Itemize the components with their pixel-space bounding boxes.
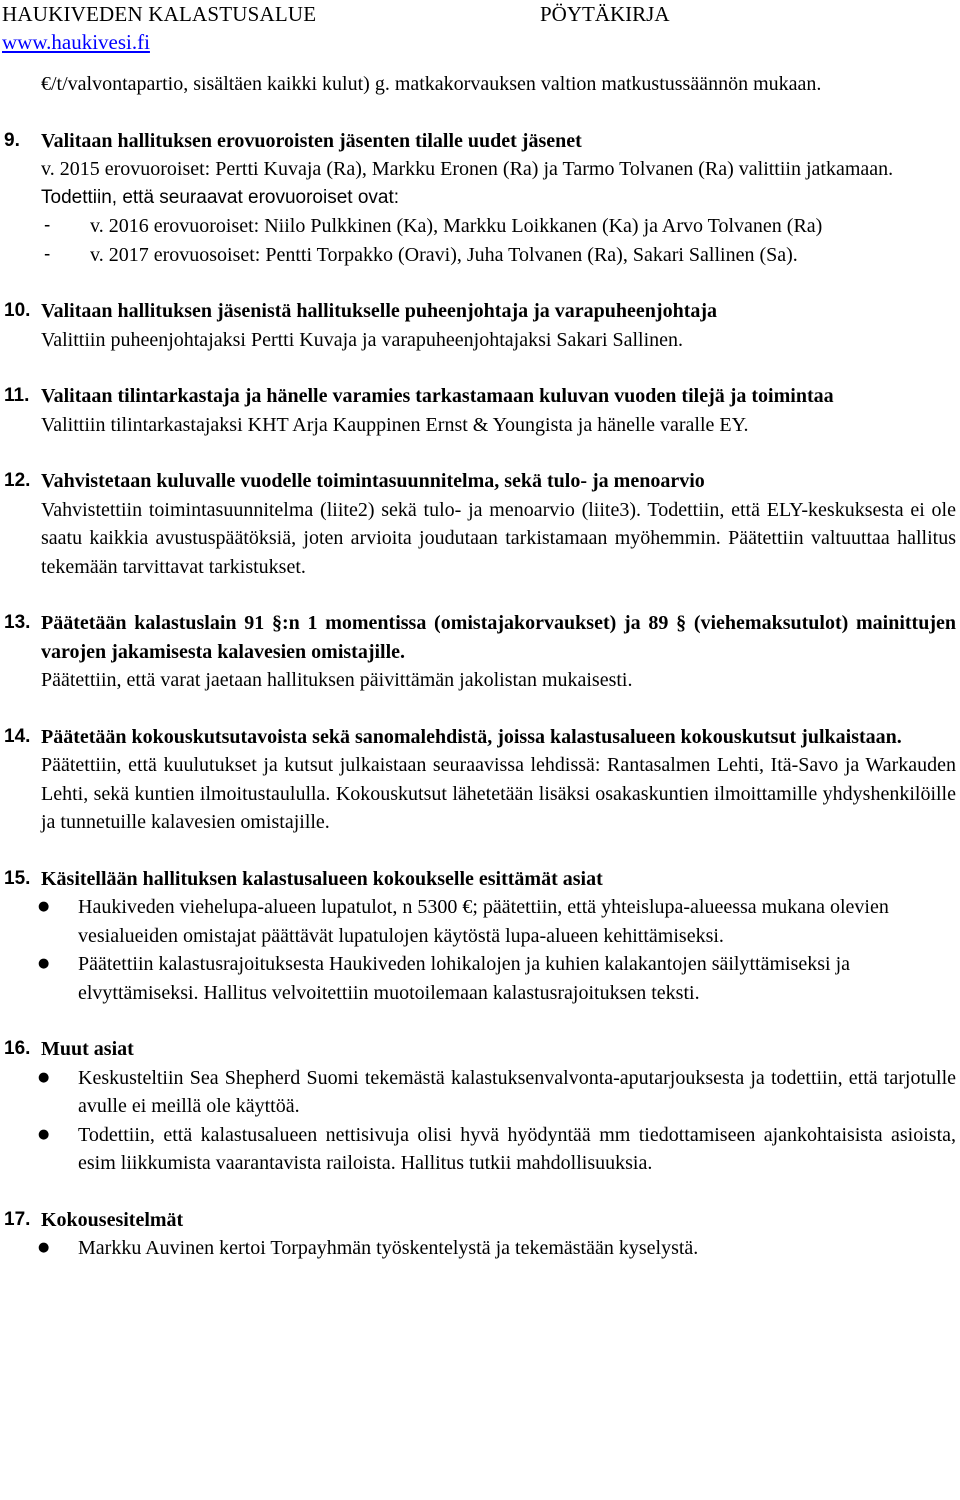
section-number: 10. xyxy=(4,300,31,321)
section-number: 14. xyxy=(4,725,31,747)
list-item-text: v. 2017 erovuosoiset: Pentti Torpakko (Oravi), Juha Tolvanen (Ra), Sakari Sallinen (Sa). xyxy=(90,243,798,266)
section-heading xyxy=(0,1035,960,1064)
dash-marker: - xyxy=(44,215,51,236)
section-number: 13. xyxy=(4,612,31,633)
section-number: 16. xyxy=(4,1038,31,1059)
section-text: Todettiin, että seuraavat erovuoroiset ovat: xyxy=(41,186,400,208)
section-title: Muut asiat xyxy=(41,1038,134,1060)
dash-marker: - xyxy=(44,243,51,265)
page-header xyxy=(0,0,960,56)
document-type: PÖYTÄKIRJA xyxy=(540,2,670,26)
list-item xyxy=(0,1064,960,1121)
section-heading xyxy=(0,865,960,894)
section-heading xyxy=(0,723,960,752)
section-11 xyxy=(0,382,960,439)
section-heading xyxy=(0,1206,960,1235)
section-number: 17. xyxy=(4,1208,31,1230)
section-heading xyxy=(0,297,960,326)
organization-name: HAUKIVEDEN KALASTUSALUE xyxy=(2,2,317,26)
list-item xyxy=(0,893,960,950)
section-text: Vahvistettiin toimintasuunnitelma (liite2) sekä tulo- ja menoarvio (liite3). Todettiin, että ELY-keskuksesta ei ole saatu kaikkia avustuspäätöksiä, joten arvioita joudutaan tarkistamaan myöhemmin. Päätettiin valtuuttaa hallitus tekemään tarvittavat tarkistukset. xyxy=(41,498,956,578)
section-number: 11. xyxy=(4,385,30,406)
section-17 xyxy=(0,1206,960,1263)
section-10 xyxy=(0,297,960,354)
section-title: Valitaan hallituksen jäsenistä hallitukselle puheenjohtaja ja varapuheenjohtaja xyxy=(41,300,718,322)
bullet-icon: ● xyxy=(38,956,50,971)
section-9 xyxy=(0,127,960,270)
list-item xyxy=(0,1234,960,1263)
bullet-icon: ● xyxy=(38,1126,50,1142)
section-title: Käsitellään hallituksen kalastusalueen kokoukselle esittämät asiat xyxy=(41,867,603,890)
bullet-icon: ● xyxy=(38,1069,50,1085)
list-item-text: v. 2016 erovuoroiset: Niilo Pulkkinen (Ka), Markku Loikkanen (Ka) ja Arvo Tolvanen (Ra) xyxy=(90,215,823,237)
section-15 xyxy=(0,865,960,1008)
section-12 xyxy=(0,467,960,581)
section-title: Valitaan tilintarkastaja ja hänelle varamies tarkastamaan kuluvan vuoden tilejä ja toimintaa xyxy=(41,385,834,407)
section-number: 15. xyxy=(4,867,31,889)
list-item-text: Todettiin, että kalastusalueen nettisivuja olisi hyvä hyödyntää mm tiedottamiseen ajankohtaisista asioista, esim liikkumista vaarantavista railoista. Hallitus tutkii mahdollisuuksia. xyxy=(78,1123,956,1174)
list-item xyxy=(0,241,960,270)
section-title: Vahvistetaan kuluvalle vuodelle toimintasuunnitelma, sekä tulo- ja menoarvio xyxy=(41,470,705,492)
list-item-text: Haukiveden viehelupa-alueen lupatulot, n 5300 €; päätettiin, että yhteislupa-alueessa mukana olevien vesialueiden omistajat päättävät lupatulojen käytöstä lupa-alueen kehittämiseksi. xyxy=(78,896,889,947)
list-item-text: Keskusteltiin Sea Shepherd Suomi tekemästä kalastuksenvalvonta-aputarjouksesta ja todettiin, että tarjotulle avulle ei meillä ole käyttöä. xyxy=(78,1066,956,1117)
list-item-text: Markku Auvinen kertoi Torpayhmän työskentelystä ja tekemästään kyselystä. xyxy=(78,1237,699,1259)
section-heading xyxy=(0,467,960,496)
section-title: Kokousesitelmät xyxy=(41,1208,184,1231)
document-body xyxy=(0,70,960,1263)
section-heading xyxy=(0,609,960,666)
section-title: Päätetään kalastuslain 91 §:n 1 momentissa (omistajakorvaukset) ja 89 § (viehemaksutulot) mainittujen varojen jakamisesta kalavesien omistajille. xyxy=(41,612,956,663)
list-item xyxy=(0,212,960,241)
section-number: 12. xyxy=(4,470,31,491)
list-item xyxy=(0,1121,960,1178)
list-item-text: Päätettiin kalastusrajoituksesta Haukiveden lohikalojen ja kuhien kalakantojen säilyttämiseksi ja elvyttämiseksi. Hallitus velvoitettiin muotoilemaan kalastusrajoituksen teksti. xyxy=(78,953,851,1004)
section-text: Päätettiin, että kuulutukset ja kutsut julkaistaan seuraavissa lehdissä: Rantasalmen Lehti, Itä-Savo ja Warkauden Lehti, sekä kuntien ilmoitustaululla. Kokouskutsut lähetetään lisäksi osakaskuntien ilmoittamille yhdyshenkilöille ja tunnetuille kalavesien omistajille. xyxy=(41,754,956,833)
bullet-icon: ● xyxy=(38,1240,50,1255)
section-heading xyxy=(0,382,960,411)
list-item xyxy=(0,950,960,1007)
section-text: Valittiin puheenjohtajaksi Pertti Kuvaja ja varapuheenjohtajaksi Sakari Sallinen. xyxy=(41,328,684,351)
section-text: v. 2015 erovuoroiset: Pertti Kuvaja (Ra), Markku Eronen (Ra) ja Tarmo Tolvanen (Ra) valittiin jatkamaan. xyxy=(41,158,894,180)
section-text: Päätettiin, että varat jaetaan hallituksen päivittämän jakolistan mukaisesti. xyxy=(41,669,633,691)
section-title: Päätetään kokouskutsutavoista sekä sanomalehdistä, joissa kalastusalueen kokouskutsut julkaistaan. xyxy=(41,725,902,748)
website-link[interactable]: www.haukivesi.fi xyxy=(2,30,150,54)
intro-paragraph: €/t/valvontapartio, sisältäen kaikki kulut) g. matkakorvauksen valtion matkustussäännön mukaan. xyxy=(41,73,822,95)
section-text: Valittiin tilintarkastajaksi KHT Arja Kauppinen Ernst & Youngista ja hänelle varalle EY. xyxy=(41,413,749,436)
section-number: 9. xyxy=(4,129,20,151)
section-title: Valitaan hallituksen erovuoroisten jäsenten tilalle uudet jäsenet xyxy=(41,129,582,152)
section-14 xyxy=(0,723,960,837)
bullet-icon: ● xyxy=(38,899,50,914)
section-13 xyxy=(0,609,960,695)
section-heading xyxy=(0,127,960,156)
section-16 xyxy=(0,1035,960,1178)
